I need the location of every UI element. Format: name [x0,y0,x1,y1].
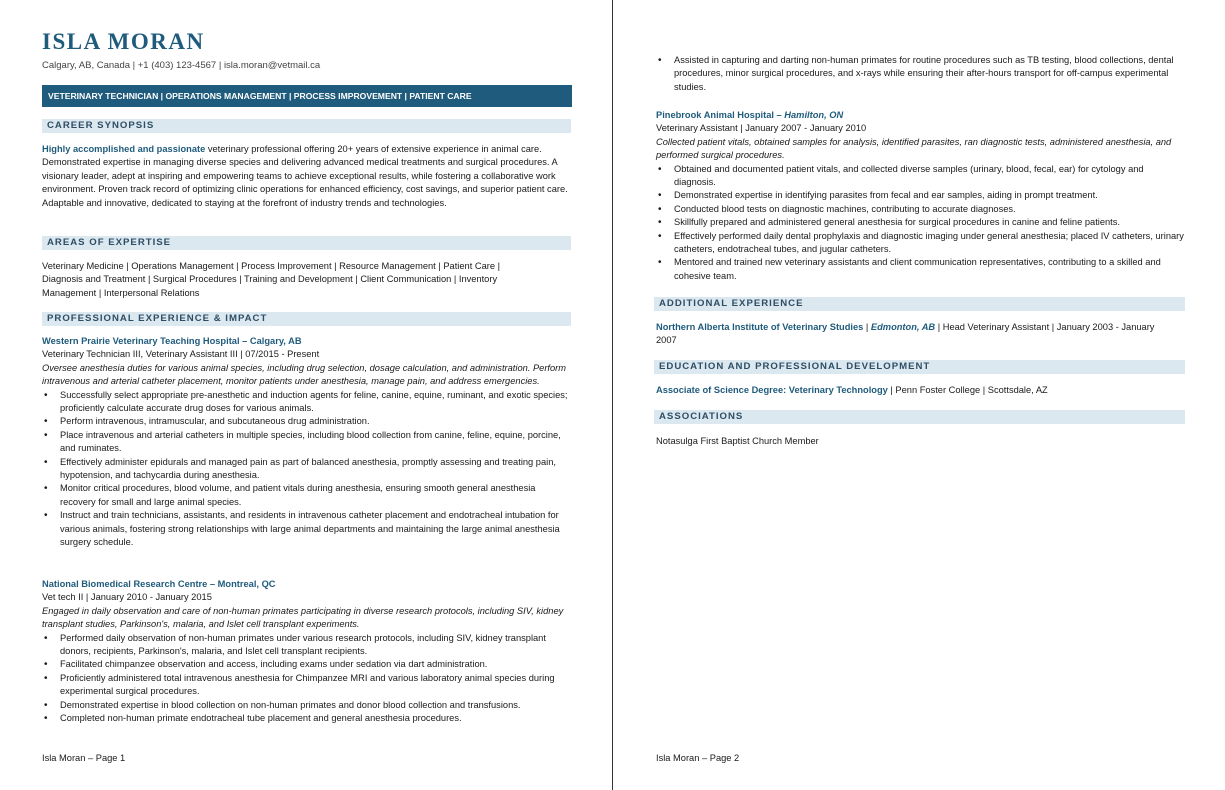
list-item: • Conducted blood tests on diagnostic machines, contributing to accurate diagnoses. [656,203,1186,216]
education-degree: Associate of Science Degree: Veterinary Technology [656,385,888,395]
synopsis-body: veterinary professional offering 20+ years of extensive experience in animal care. Demonstrated expertise in managing diverse species and delivering advanced medical treatments and surgical procedures. A visionary leader, adept at inspiring and empowering teams to achieve exceptional results, while fostering a collaborative work environment. Proven track record of optimizing clinic operations for enhanced efficiency, cost savings, and superior patient care. Adaptable and innovative, dedicated to staying at the forefront of industry trends and technologies. [42,144,568,208]
job-summary: Engaged in daily observation and care of non-human primates participating in diverse research protocols, including SIV, kidney transplant studies, Parkinson's, malaria, and Islet cell transplant experiments. [42,605,564,630]
section-areas-of-expertise: AREAS OF EXPERTISE [42,236,571,250]
page-1 [0,0,612,790]
section-additional-experience: ADDITIONAL EXPERIENCE [654,297,1185,311]
candidate-name: ISLA MORAN [42,29,205,54]
section-professional-experience: PROFESSIONAL EXPERIENCE & IMPACT [42,312,571,326]
additional-entry: Northern Alberta Institute of Veterinary Studies | Edmonton, AB | Head Veterinary Assistant | January 2003 - January 2007 [656,322,1155,346]
list-item: • Instruct and train technicians, assistants, and residents in intravenous catheter placement and endotracheal intubation for various animals, fostering strong relationships with large animal departments and maintaining the large animal anesthesia surgery schedule. [42,509,572,549]
job-title: Veterinary Assistant | January 2007 - January 2010 [656,123,867,134]
associations-text: Notasulga First Baptist Church Member [656,436,819,446]
section-career-synopsis: CAREER SYNOPSIS [42,119,571,133]
additional-org: Northern Alberta Institute of Veterinary Studies [656,322,864,332]
list-item: • Obtained and documented patient vitals, and collected diverse samples (urinary, blood, fecal, ear) for cytology and diagnosis. [656,163,1186,190]
list-item: • Performed daily observation of non-human primates under various research protocols, including SIV, kidney transplant donors, recipients, Parkinson's, malaria, and Islet cell transplant recipients. [42,632,572,659]
education-entry: Associate of Science Degree: Veterinary Technology | Penn Foster College | Scottsdale, AZ [656,385,1048,395]
job-bullets [656,163,1186,284]
list-item: • Mentored and trained new veterinary assistants and client communication representatives, contributing to a skilled and cohesive team. [656,256,1186,283]
job-entry [42,335,572,550]
education-school: Penn Foster College | Scottsdale, AZ [895,385,1048,395]
job-title: Veterinary Technician III, Veterinary Assistant III | 07/2015 - Present [42,349,320,360]
job-bullets [42,632,572,726]
page-footer: Isla Moran – Page 1 [42,753,126,763]
job-location: Hamilton, ON [784,110,844,120]
list-item: • Skillfully prepared and administered general anesthesia for surgical procedures in canine and feline patients. [656,216,1186,229]
list-item: • Effectively performed daily dental prophylaxis and diagnostic imaging under general anesthesia; placed IV catheters, urinary catheters, endotracheal tubes, and jugular catheters. [656,230,1186,257]
job-employer: Western Prairie Veterinary Teaching Hospital – Calgary, AB [42,336,302,346]
job-employer: Pinebrook Animal Hospital [656,110,774,120]
job-continued [656,54,1186,94]
list-item: • Successfully select appropriate pre-anesthetic and induction agents for feline, canine, equine, ruminant, and exotic species; proficiently calculate accurate drug doses for various animals. [42,389,572,416]
job-employer: National Biomedical Research Centre – Montreal, QC [42,579,276,589]
list-item: • Demonstrated expertise in identifying parasites from fecal and ear samples, aiding in prompt treatment. [656,189,1186,202]
job-bullets [42,389,572,550]
list-item: • Completed non-human primate endotracheal tube placement and general anesthesia procedures. [42,712,572,725]
section-associations: ASSOCIATIONS [654,410,1185,424]
page-divider [612,0,613,790]
synopsis-text [42,143,572,210]
page-2 [614,0,1225,790]
job-entry: Pinebrook Animal Hospital – Hamilton, ON Veterinary Assistant | January 2007 - January 2010 Collected patient vitals, obtained samples for analysis, identified parasites, ran diagnostic tests, administered anesthesia, and performed surgical procedures. • Obtained and documented patient vitals, and collected diverse samples (urinary, blood, fecal, ear) for cytology and diagnosis. • Demonstrated expertise in identifying parasites from fecal and ear samples, aiding in prompt treatment. • Conducted blood tests on diagnostic machines, contributing to accurate diagnoses. • Skillfully prepared and administered general anesthesia for surgical procedures in canine and feline patients. • Effectively performed daily dental prophylaxis and diagnostic imaging under general anesthesia; placed IV catheters, urinary catheters, endotracheal tubes, and jugular catheters. • Mentored and trained new veterinary assistants and client communication representatives, contributing to a skilled and cohesive team. [656,109,1186,283]
list-item: • Assisted in capturing and darting non-human primates for routine procedures such as TB testing, blood collections, dental procedures, minor surgical procedures, and x-rays while ensuring their after-hours transport for off-campus experimental studies. [656,54,1186,94]
list-item: • Demonstrated expertise in blood collection on non-human primates and donor blood collection and transfusions. [42,699,572,712]
list-item: • Place intravenous and arterial catheters in multiple species, including blood collection from canine, feline, equine, porcine, and ruminates. [42,429,572,456]
page-footer: Isla Moran – Page 2 [656,753,740,763]
job-bullets [656,54,1186,94]
list-item: • Facilitated chimpanzee observation and access, including exams under sedation via dart administration. [42,658,572,671]
job-summary: Collected patient vitals, obtained samples for analysis, identified parasites, ran diagnostic tests, administered anesthesia, and performed surgical procedures. [656,136,1172,161]
synopsis-lead: Highly accomplished and passionate [42,144,206,154]
list-item: • Proficiently administered total intravenous anesthesia for Chimpanzee MRI and various laboratory animal species during experimental surgical procedures. [42,672,572,699]
list-item: • Effectively administer epidurals and managed pain as part of balanced anesthesia, promptly assessing and treating pain, hypotension, and tachycardia during anesthesia. [42,456,572,483]
additional-location: Edmonton, AB [870,322,936,332]
job-entry [42,578,572,725]
additional-role: Head Veterinary Assistant | January 2003 - January 2007 [656,322,1155,346]
expertise-list: Veterinary Medicine | Operations Management | Process Improvement | Resource Management | Patient Care | Diagnosis and Treatment | Surgical Procedures | Training and Development | Client Communication | Inventory Management | Interpersonal Relations [42,261,501,298]
contact-line: Calgary, AB, Canada | +1 (403) 123-4567 | isla.moran@vetmail.ca [42,60,321,71]
section-education: EDUCATION AND PROFESSIONAL DEVELOPMENT [654,360,1185,374]
list-item: • Monitor critical procedures, blood volume, and patient vitals during anesthesia, ensuring smooth general anesthesia recovery for small and large animal species. [42,482,572,509]
job-summary: Oversee anesthesia duties for various animal species, including drug selection, dosage calculation, and administration. Perform intravenous and arterial catheter placement, monitor patients under anesthesia, manage pain, and address emergencies. [42,362,567,387]
headline-banner: VETERINARY TECHNICIAN | OPERATIONS MANAGEMENT | PROCESS IMPROVEMENT | PATIENT CARE [42,85,572,107]
list-item: • Perform intravenous, intramuscular, and subcutaneous drug administration. [42,415,572,428]
job-title: Vet tech II | January 2010 - January 2015 [42,592,212,603]
